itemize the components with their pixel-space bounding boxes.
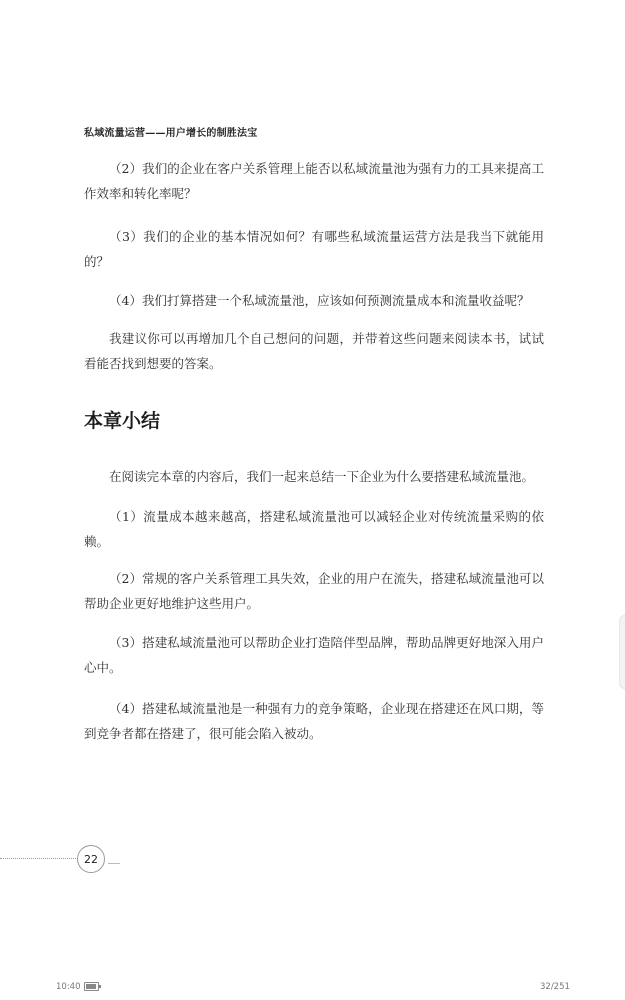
summary-point-1: （1）流量成本越来越高，搭建私域流量池可以减轻企业对传统流量采购的依赖。 — [84, 509, 544, 549]
summary-point-3: （3）搭建私域流量池可以帮助企业打造陪伴型品牌，帮助品牌更好地深入用户心中。 — [84, 635, 544, 675]
battery-tip — [99, 985, 101, 988]
battery-level-fill — [86, 984, 96, 989]
paragraph-question-3: （3）我们的企业的基本情况如何？有哪些私域流量运营方法是我当下就能用的？ — [84, 229, 544, 269]
summary-point-2: （2）常规的客户关系管理工具失效，企业的用户在流失，搭建私域流量池可以帮助企业更好地维护这些用户。 — [84, 571, 544, 611]
paragraph-question-4: （4）我们打算搭建一个私域流量池，应该如何预测流量成本和流量收益呢？ — [109, 293, 530, 308]
page-number-badge: 22 — [77, 845, 105, 873]
summary-intro: 在阅读完本章的内容后，我们一起来总结一下企业为什么要搭建私域流量池。 — [109, 469, 535, 484]
status-time: 10:40 — [56, 982, 81, 992]
paragraph-suggestion: 我建议你可以再增加几个自己想问的问题，并带着这些问题来阅读本书，试试看能否找到想要的答案。 — [84, 331, 544, 371]
running-header-title: 私域流量运营——用户增长的制胜法宝 — [84, 128, 258, 139]
reading-progress: 32/251 — [540, 982, 570, 992]
footer-dotted-rule — [0, 858, 76, 859]
footer-rule-right — [108, 863, 120, 864]
battery-icon — [84, 982, 99, 991]
chapter-summary-heading: 本章小结 — [84, 410, 161, 432]
paragraph-question-2: （2）我们的企业在客户关系管理上能否以私域流量池为强有力的工具来提高工作效率和转化率呢？ — [84, 161, 544, 201]
summary-point-4: （4）搭建私域流量池是一种强有力的竞争策略，企业现在搭建还在风口期，等到竞争者都在搭建了，很可能会陷入被动。 — [84, 701, 544, 741]
side-edge-tab[interactable] — [619, 615, 625, 689]
